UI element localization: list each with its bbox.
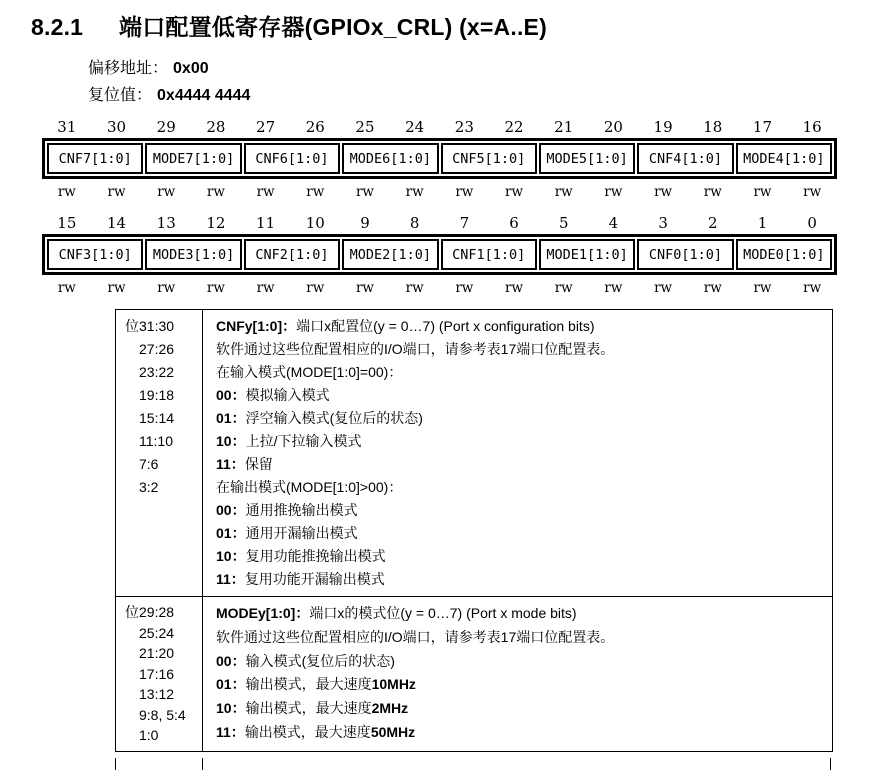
bit-number: 12 [206, 214, 226, 232]
access-type: rw [355, 279, 374, 296]
register-fields-row [42, 138, 837, 179]
description-segment: 输出模式，最大速度 [245, 676, 372, 693]
access-type: rw [405, 279, 424, 296]
access-type: rw [455, 279, 474, 296]
description-segment: 01： [216, 410, 246, 426]
description-line [216, 361, 822, 384]
access-type: rw [206, 183, 225, 200]
bit-number: 1 [757, 214, 768, 232]
access-type: rw [554, 183, 573, 200]
description-segment: 50MHz [370, 723, 416, 740]
access-type: rw [107, 279, 126, 296]
description-line [216, 697, 822, 721]
bit-number: 21 [554, 118, 574, 136]
description-segment: 01： [216, 525, 246, 541]
bit-range-line: 23:22 [139, 364, 175, 380]
register-field-cell: MODE1[1:0] [539, 239, 635, 270]
access-type: rw [57, 183, 76, 200]
description-line [216, 721, 822, 745]
bit-number: 19 [653, 118, 673, 136]
bit-numbers-row [42, 115, 837, 136]
bit-range-column [116, 597, 203, 751]
register-field-cell: CNF4[1:0] [637, 143, 733, 174]
reset-value-row [88, 82, 870, 109]
section-heading [31, 9, 870, 42]
description-segment: 00： [216, 502, 246, 518]
description-segment: 复用功能开漏输出模式 [244, 571, 385, 587]
bit-number: 18 [703, 118, 723, 136]
bit-number: 4 [608, 214, 619, 232]
description-segment: 输入模式(复位后的状态) [245, 652, 395, 669]
description-line [216, 338, 822, 361]
access-type: rw [703, 183, 722, 200]
access-type: rw [256, 279, 275, 296]
description-segment: 模拟输入模式 [245, 387, 330, 403]
bit-number: 27 [256, 118, 276, 136]
bit-number: 23 [454, 118, 474, 136]
bit-number: 15 [57, 214, 77, 232]
bit-range-line: 25:24 [139, 624, 175, 641]
description-segment: 11： [216, 723, 245, 740]
table-continuation [115, 758, 831, 770]
description-segment: 保留 [244, 456, 273, 472]
access-type: rw [157, 279, 176, 296]
description-segment: 通用推挽输出模式 [245, 502, 358, 518]
bit-number: 8 [409, 214, 420, 232]
description-segment: 00： [216, 387, 246, 403]
access-type: rw [803, 183, 822, 200]
description-segment: 端口x的模式位(y = 0…7) (Port x mode bits) [309, 605, 577, 621]
register-field-cell: CNF1[1:0] [441, 239, 537, 270]
description-line [216, 626, 822, 650]
bit-number: 16 [802, 118, 822, 136]
access-type: rw [604, 279, 623, 296]
table-continuation-line [830, 758, 831, 770]
description-segment: 输出模式，最大速度 [244, 723, 371, 740]
access-type: rw [753, 279, 772, 296]
access-type: rw [455, 183, 474, 200]
description-line [216, 650, 822, 674]
table-row [116, 596, 832, 751]
bit-number: 9 [360, 214, 370, 232]
description-segment: 上拉/下拉输入模式 [245, 433, 362, 449]
register-field-cell: MODE3[1:0] [145, 239, 241, 270]
description-line [216, 568, 822, 591]
bit-number: 14 [106, 214, 127, 232]
register-field-cell: CNF5[1:0] [441, 143, 537, 174]
description-line [216, 407, 822, 430]
register-fields-row [42, 234, 837, 275]
description-line [216, 453, 822, 476]
register-field-cell: MODE6[1:0] [342, 143, 438, 174]
register-bit-diagrams [0, 115, 870, 300]
bit-number: 13 [156, 214, 176, 232]
bit-number: 7 [459, 214, 470, 232]
register-diagram [42, 115, 837, 204]
description-segment: 浮空输入模式(复位后的状态) [245, 410, 423, 426]
description-column [203, 597, 832, 751]
bit-number: 0 [807, 214, 817, 232]
description-segment: 软件通过这些位配置相应的I/O端口，请参考表17端口位配置表。 [216, 341, 615, 357]
bit-range-line: 15:14 [139, 410, 175, 426]
access-row [42, 275, 837, 300]
register-meta [88, 55, 870, 109]
access-type: rw [157, 183, 176, 200]
bit-numbers-row [42, 211, 837, 232]
bit-number: 29 [156, 118, 176, 136]
description-line [216, 602, 822, 626]
reset-value-value: 0x4444 4444 [157, 87, 251, 104]
access-type: rw [703, 279, 722, 296]
bit-number: 31 [57, 118, 77, 136]
description-segment: 10MHz [371, 676, 416, 693]
table-continuation-line [115, 758, 116, 770]
description-segment: 软件通过这些位配置相应的I/O端口，请参考表17端口位配置表。 [216, 628, 615, 645]
bit-number: 25 [355, 118, 375, 136]
access-type: rw [654, 183, 673, 200]
register-field-cell: CNF3[1:0] [47, 239, 143, 270]
bit-range-line: 3:2 [139, 479, 159, 495]
register-field-cell: CNF6[1:0] [244, 143, 340, 174]
access-type: rw [654, 279, 673, 296]
description-segment: 在输入模式(MODE[1:0]=00)： [216, 364, 403, 380]
bit-description-table [115, 309, 833, 752]
description-line [216, 673, 822, 697]
description-line [216, 384, 822, 407]
bit-number: 20 [603, 118, 623, 136]
access-type: rw [107, 183, 126, 200]
section-number: 8.2.1 [31, 14, 84, 40]
register-field-cell: MODE7[1:0] [145, 143, 241, 174]
description-line [216, 315, 822, 338]
description-segment: 10： [216, 548, 246, 564]
bit-range-line: 19:18 [139, 387, 175, 403]
bit-number: 10 [305, 214, 325, 232]
description-column [203, 310, 832, 596]
bit-number: 22 [504, 118, 524, 136]
access-type: rw [306, 279, 325, 296]
reset-value-label: 复位值： [88, 87, 153, 104]
register-field-cell: MODE0[1:0] [736, 239, 832, 270]
offset-address-label: 偏移地址： [88, 60, 169, 77]
access-type: rw [505, 183, 524, 200]
bit-number: 6 [509, 214, 519, 232]
access-type: rw [206, 279, 225, 296]
bit-range-line: 11:10 [139, 433, 173, 449]
bit-range-line: 17:16 [139, 665, 175, 682]
bit-number: 11 [256, 214, 276, 232]
page-title: 端口配置低寄存器(GPIOx_CRL) (x=A..E) [119, 14, 547, 40]
description-segment: 输出模式，最大速度 [245, 700, 372, 717]
bit-range-line: 21:20 [139, 645, 175, 661]
bit-number: 28 [206, 118, 226, 136]
bit-range-line: 位31:30 [125, 318, 175, 334]
description-segment: 11： [216, 571, 245, 587]
access-type: rw [753, 183, 772, 200]
bit-range-line: 位29:28 [125, 604, 175, 620]
access-type: rw [256, 183, 275, 200]
description-segment: 复用功能推挽输出模式 [245, 548, 386, 564]
description-line [216, 430, 822, 453]
description-line [216, 545, 822, 568]
register-field-cell: MODE5[1:0] [539, 143, 635, 174]
bit-number: 5 [558, 214, 569, 232]
bit-number: 2 [708, 214, 718, 232]
access-type: rw [405, 183, 424, 200]
access-type: rw [803, 279, 822, 296]
register-field-cell: MODE4[1:0] [736, 143, 832, 174]
access-type: rw [604, 183, 623, 200]
bit-range-line: 7:6 [139, 456, 159, 472]
bit-number: 3 [658, 214, 668, 232]
access-type: rw [505, 279, 524, 296]
bit-range-line: 13:12 [139, 686, 175, 702]
bit-range-line: 1:0 [139, 727, 159, 743]
register-field-cell: CNF0[1:0] [637, 239, 733, 270]
description-segment: 01： [216, 676, 246, 693]
register-field-cell: MODE2[1:0] [342, 239, 438, 270]
description-segment: 2MHz [371, 700, 409, 717]
access-type: rw [57, 279, 76, 296]
bit-range-line: 9:8, 5:4 [139, 706, 186, 723]
register-field-cell: CNF7[1:0] [47, 143, 143, 174]
offset-address-value: 0x00 [173, 60, 209, 77]
description-line [216, 522, 822, 545]
description-segment: 10： [216, 433, 246, 449]
bit-number: 26 [305, 118, 325, 136]
description-segment: 10： [216, 700, 246, 717]
table-continuation-line [202, 758, 203, 770]
description-segment: 在输出模式(MODE[1:0]>00)： [216, 479, 403, 495]
description-line [216, 476, 822, 499]
bit-number: 17 [752, 118, 773, 136]
bit-number: 30 [106, 118, 127, 136]
description-segment: CNFy[1:0]： [216, 318, 297, 334]
bit-range-line: 27:26 [139, 341, 175, 357]
access-row [42, 179, 837, 204]
description-segment: 端口x配置位(y = 0…7) (Port x configuration bits) [296, 318, 595, 334]
access-type: rw [554, 279, 573, 296]
table-row [116, 310, 832, 596]
register-field-cell: CNF2[1:0] [244, 239, 340, 270]
description-line [216, 499, 822, 522]
description-segment: 通用开漏输出模式 [245, 525, 358, 541]
description-segment: 00： [216, 652, 246, 669]
register-diagram [42, 211, 837, 300]
access-type: rw [306, 183, 325, 200]
access-type: rw [355, 183, 374, 200]
bit-number: 24 [405, 118, 425, 136]
description-segment: MODEy[1:0]： [216, 605, 310, 621]
bit-range-column [116, 310, 203, 596]
offset-address-row [88, 55, 870, 82]
description-segment: 11： [216, 456, 245, 472]
